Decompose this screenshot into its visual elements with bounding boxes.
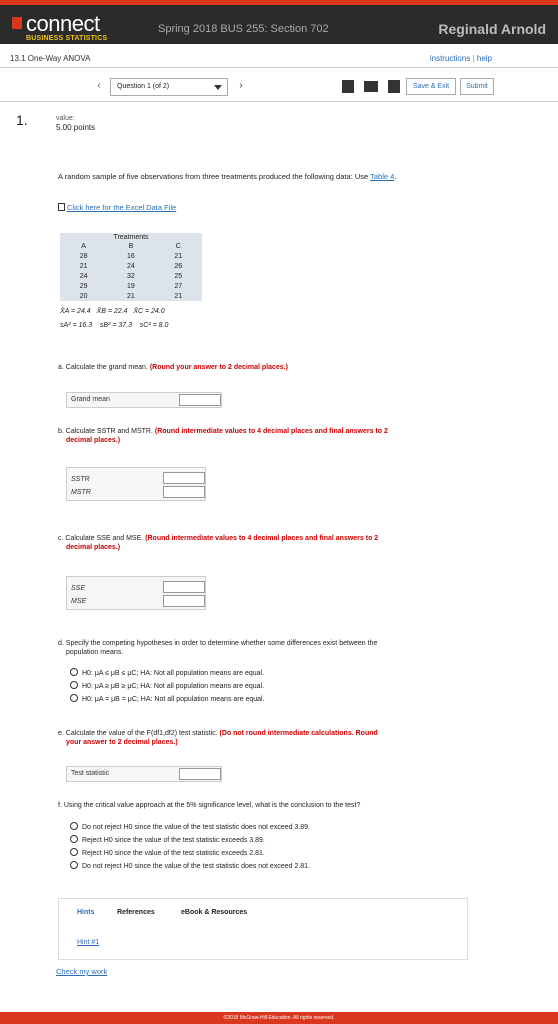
bookmark-icon[interactable]: [342, 80, 354, 93]
calculator-icon[interactable]: [388, 80, 400, 93]
connect-logo: connect: [26, 11, 100, 36]
table-cell: 19: [107, 281, 154, 291]
part-a-question: [58, 364, 288, 371]
course-title: Spring 2018 BUS 255: Section 702: [158, 23, 329, 35]
part-c-text: c. Calculate SSE and MSE.: [58, 535, 144, 542]
sstr-mstr-box: [66, 467, 206, 501]
tab-references[interactable]: References: [117, 909, 155, 916]
table-cell: 20: [60, 291, 107, 301]
means-row: [60, 308, 165, 315]
save-exit-button[interactable]: Save & Exit: [406, 78, 456, 95]
user-name[interactable]: Reginald Arnold: [438, 21, 546, 37]
excel-file-link[interactable]: [58, 203, 176, 212]
option-label: Reject H0 since the value of the test statistic exceeds 2.81.: [82, 850, 265, 857]
test-statistic-input[interactable]: [179, 768, 221, 780]
hint-1-link[interactable]: Hint #1: [77, 939, 100, 946]
grand-mean-input[interactable]: [179, 394, 221, 406]
sse-label: SSE: [71, 585, 86, 592]
conclusion-option-2[interactable]: [70, 835, 265, 846]
part-b-instruction: (Round intermediate values to 4 decimal places and final answers to 2: [154, 428, 388, 435]
table-row: [60, 271, 202, 281]
sse-mse-box: [66, 576, 206, 610]
tab-hints[interactable]: Hints: [77, 909, 95, 916]
question-number: 1.: [16, 112, 28, 128]
tab-ebook-resources[interactable]: eBook & Resources: [181, 909, 248, 916]
mse-input[interactable]: [163, 595, 205, 607]
variance-c: sC² = 8.0: [139, 322, 169, 329]
help-links: [430, 54, 492, 63]
table-4-link[interactable]: Table 4: [370, 172, 395, 181]
print-icon[interactable]: [364, 81, 378, 92]
table-row: [60, 261, 202, 271]
mcgraw-hill-logo-icon: [12, 17, 22, 29]
radio-button[interactable]: [70, 835, 78, 843]
table-cell: 26: [155, 261, 202, 271]
option-label: H0: μA ≤ μB ≤ μC; HA: Not all population means are equal.: [82, 670, 265, 677]
conclusion-option-1[interactable]: [70, 822, 310, 833]
conclusion-option-3[interactable]: [70, 848, 265, 859]
treatments-header: Treatments: [60, 233, 202, 242]
part-f-question: f. Using the critical value approach at the 5% significance level, what is the conclusion to the test?: [58, 802, 361, 809]
sstr-label: SSTR: [71, 476, 90, 483]
question-toolbar: [0, 72, 558, 102]
column-header: C: [155, 242, 202, 251]
table-cell: 29: [60, 281, 107, 291]
top-bar: [0, 0, 558, 44]
part-a-instruction: (Round your answer to 2 decimal places.): [149, 364, 288, 371]
link-separator: |: [472, 54, 475, 63]
sse-input[interactable]: [163, 581, 205, 593]
radio-button[interactable]: [70, 668, 78, 676]
table-cell: 16: [107, 251, 154, 261]
table-cell: 24: [60, 271, 107, 281]
part-e-instruction: (Do not round intermediate calculations. Round: [219, 730, 378, 737]
sub-header: [0, 44, 558, 68]
treatments-table: [60, 233, 202, 301]
check-my-work-link[interactable]: Check my work: [56, 967, 108, 976]
table-cell: 21: [107, 291, 154, 301]
table-cell: 28: [60, 251, 107, 261]
grand-mean-box: [66, 392, 222, 408]
help-link[interactable]: help: [476, 54, 492, 63]
excel-file-icon: [58, 203, 65, 211]
part-a-text: a. Calculate the grand mean.: [58, 364, 148, 371]
part-c-question: [58, 534, 378, 552]
test-statistic-label: Test statistic: [71, 770, 110, 777]
part-e-text: e. Calculate the value of the F(df1,df2) test statistic.: [58, 730, 218, 737]
radio-button[interactable]: [70, 681, 78, 689]
resources-panel: [58, 898, 468, 960]
option-label: Do not reject H0 since the value of the test statistic does not exceed 2.81.: [82, 863, 311, 870]
option-label: Reject H0 since the value of the test statistic exceeds 3.89.: [82, 837, 265, 844]
mean-c: X̄C = 24.0: [133, 308, 165, 315]
column-header: B: [107, 242, 154, 251]
footer: ©2018 McGraw-Hill Education. All rights reserved.: [0, 1012, 558, 1024]
grand-mean-label: Grand mean: [71, 396, 110, 403]
radio-button[interactable]: [70, 822, 78, 830]
table-row: [60, 251, 202, 261]
chevron-down-icon: [214, 85, 222, 90]
table-cell: 21: [60, 261, 107, 271]
mstr-input[interactable]: [163, 486, 205, 498]
section-title: 13.1 One-Way ANOVA: [10, 54, 91, 63]
question-prompt: [58, 172, 396, 181]
sstr-input[interactable]: [163, 472, 205, 484]
mean-b: X̄B = 22.4: [96, 308, 128, 315]
question-select[interactable]: [110, 78, 228, 96]
mstr-label: MSTR: [71, 489, 91, 496]
hypothesis-option-1[interactable]: [70, 668, 264, 679]
table-cell: 21: [155, 291, 202, 301]
option-label: H0: μA = μB = μC; HA: Not all population means are equal.: [82, 696, 265, 703]
part-b-text: b. Calculate SSTR and MSTR.: [58, 428, 153, 435]
table-row: [60, 291, 202, 301]
conclusion-option-4[interactable]: [70, 861, 310, 872]
submit-button[interactable]: Submit: [460, 78, 494, 95]
instructions-link[interactable]: instructions: [429, 54, 471, 63]
radio-button[interactable]: [70, 694, 78, 702]
variance-b: sB² = 37.3: [99, 322, 132, 329]
part-d-text: d. Specify the competing hypotheses in order to determine whether some differences exist between the: [58, 640, 378, 647]
test-statistic-box: [66, 766, 222, 782]
question-select-value: Question 1 (of 2): [117, 83, 170, 90]
table-cell: 21: [155, 251, 202, 261]
variance-a: sA² = 16.3: [60, 322, 93, 329]
part-e-question: [58, 729, 378, 747]
logo-subtitle: BUSINESS STATISTICS: [26, 35, 108, 42]
prompt-end: .: [394, 172, 397, 181]
table-cell: 24: [107, 261, 154, 271]
part-c-instruction: (Round intermediate values to 4 decimal places and final answers to 2: [145, 535, 379, 542]
hypothesis-option-3[interactable]: [70, 694, 265, 705]
table-cell: 25: [155, 271, 202, 281]
mean-a: X̄A = 24.4: [60, 308, 91, 315]
radio-button[interactable]: [70, 861, 78, 869]
next-question-button[interactable]: ›: [239, 80, 243, 91]
part-c-instruction-cont: decimal places.): [66, 544, 121, 551]
prompt-text: A random sample of five observations from three treatments produced the following data: Use: [58, 172, 371, 181]
column-header: A: [60, 242, 107, 251]
option-label: Do not reject H0 since the value of the test statistic does not exceed 3.89.: [82, 824, 311, 831]
question-points: 5.00 points: [56, 123, 96, 132]
part-e-instruction-cont: your answer to 2 decimal places.): [66, 739, 178, 746]
prev-question-button[interactable]: ‹: [97, 80, 101, 91]
option-label: H0: μA ≥ μB ≥ μC; HA: Not all population means are equal.: [82, 683, 265, 690]
part-d-question: [58, 639, 377, 657]
value-label: value:: [56, 115, 75, 122]
hypothesis-option-2[interactable]: [70, 681, 264, 692]
table-row: [60, 281, 202, 291]
variances-row: [60, 322, 168, 329]
table-cell: 27: [155, 281, 202, 291]
part-d-text-cont: population means.: [66, 649, 124, 656]
part-b-question: [58, 427, 388, 445]
table-cell: 32: [107, 271, 154, 281]
excel-link-text: Click here for the Excel Data File: [67, 203, 177, 212]
part-b-instruction-cont: decimal places.): [66, 437, 121, 444]
radio-button[interactable]: [70, 848, 78, 856]
mse-label: MSE: [71, 598, 87, 605]
